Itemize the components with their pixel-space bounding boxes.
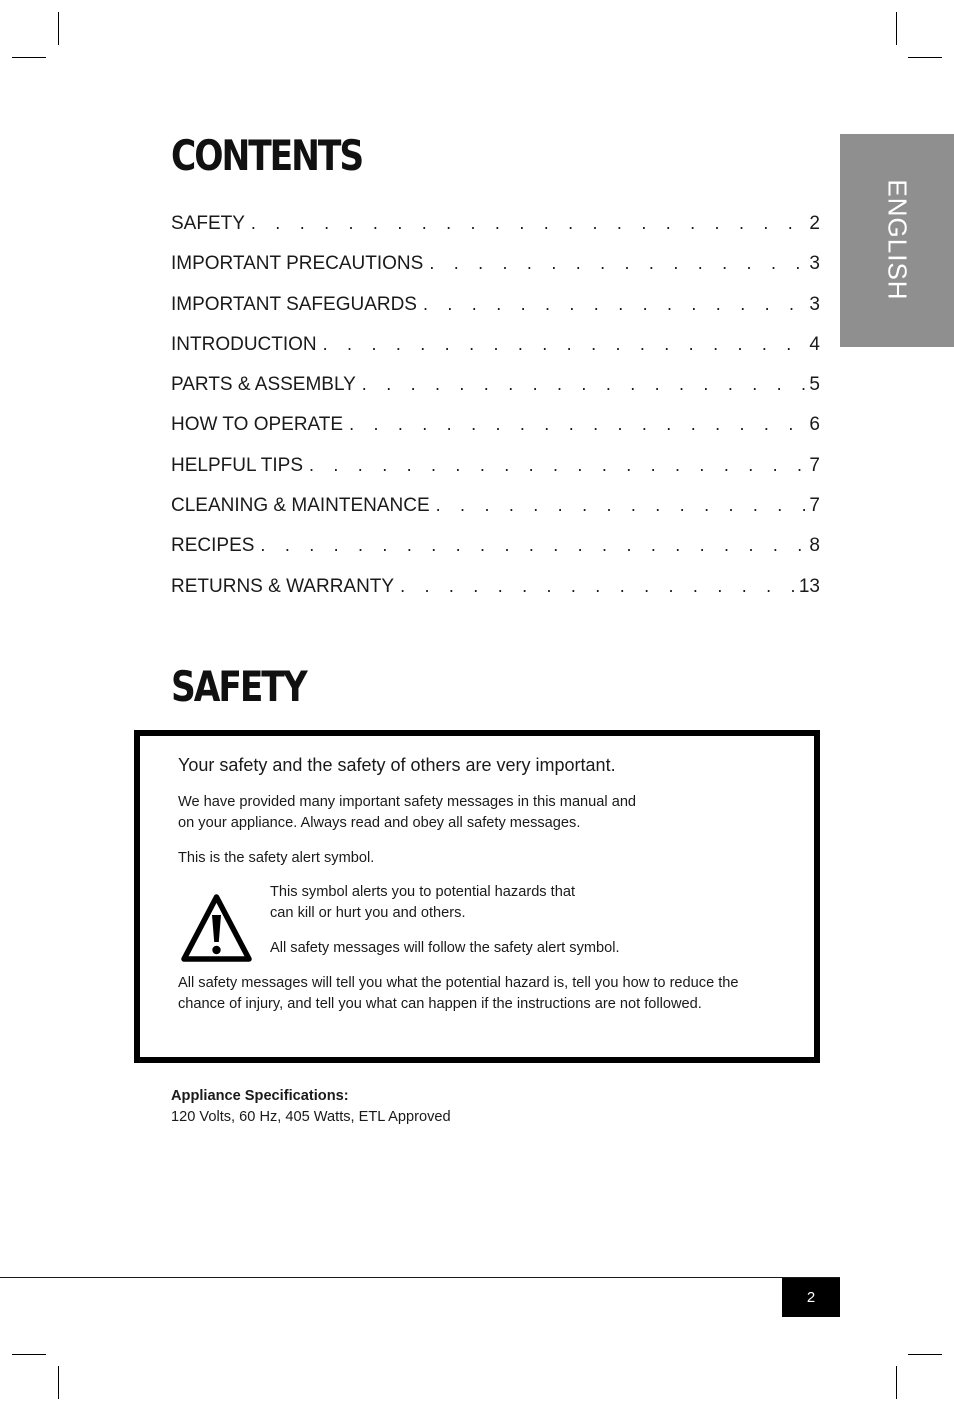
toc-entry[interactable] — [171, 414, 820, 454]
text-line: All safety messages will tell you what the potential hazard is, tell you how to reduce the — [178, 975, 739, 991]
toc-entry-label: SAFETY — [171, 213, 245, 234]
toc-entry-page: 4 — [809, 333, 820, 355]
appliance-specifications — [171, 1086, 451, 1127]
toc-entry-label: IMPORTANT PRECAUTIONS — [171, 253, 424, 275]
toc-entry-label: INTRODUCTION — [171, 333, 317, 355]
toc-entry[interactable] — [171, 495, 820, 535]
crop-mark — [908, 57, 942, 58]
toc-entry-page: 3 — [809, 253, 820, 275]
table-of-contents — [171, 213, 820, 616]
safety-messages-paragraph — [178, 792, 636, 833]
toc-leader-dots — [260, 535, 805, 556]
toc-leader-dots — [323, 334, 806, 355]
text-line: chance of injury, and tell you what can happen if the instructions are not followed. — [178, 995, 702, 1012]
text-line: This symbol alerts you to potential hazards that — [270, 884, 576, 900]
text-line: on your appliance. Always read and obey all safety messages. — [178, 814, 581, 831]
crop-mark — [12, 57, 46, 58]
toc-entry[interactable] — [171, 213, 820, 253]
toc-entry-page: 6 — [809, 414, 820, 436]
toc-entry-label: CLEANING & MAINTENANCE — [171, 495, 430, 517]
toc-entry[interactable] — [171, 576, 820, 616]
language-tab-label: ENGLISH — [882, 179, 913, 301]
text-line: can kill or hurt you and others. — [270, 904, 466, 921]
toc-entry-page: 7 — [809, 495, 820, 517]
toc-entry-page: 13 — [798, 575, 820, 597]
toc-leader-dots — [362, 374, 806, 395]
toc-entry-label: IMPORTANT SAFEGUARDS — [171, 293, 417, 315]
toc-entry-label: HOW TO OPERATE — [171, 414, 344, 436]
toc-entry-page: 5 — [809, 374, 820, 396]
toc-entry-page: 8 — [809, 535, 820, 557]
toc-entry-page: 7 — [809, 454, 820, 476]
toc-entry[interactable] — [171, 334, 820, 374]
specs-value: 120 Volts, 60 Hz, 405 Watts, ETL Approved — [171, 1108, 451, 1125]
crop-mark — [12, 1354, 46, 1355]
text-line: We have provided many important safety messages in this manual and — [178, 794, 637, 810]
language-tab — [840, 134, 954, 347]
footer-divider — [0, 1277, 840, 1278]
safety-lead-text: Your safety and the safety of others are very important. — [178, 755, 616, 775]
safety-heading: SAFETY — [171, 662, 306, 711]
toc-leader-dots — [400, 576, 795, 597]
toc-entry-label: RECIPES — [171, 535, 255, 557]
safety-notice-box — [134, 730, 820, 1063]
safety-symbol-description — [270, 882, 575, 923]
toc-entry[interactable] — [171, 374, 820, 414]
safety-symbol-intro: This is the safety alert symbol. — [178, 850, 375, 866]
crop-mark — [896, 12, 897, 45]
toc-leader-dots — [429, 253, 805, 274]
toc-entry-label: PARTS & ASSEMBLY — [171, 374, 356, 396]
warning-triangle-icon — [180, 892, 253, 964]
toc-leader-dots — [423, 294, 805, 315]
toc-leader-dots — [251, 213, 806, 234]
toc-entry[interactable] — [171, 294, 820, 334]
toc-entry[interactable] — [171, 535, 820, 575]
crop-mark — [908, 1354, 942, 1355]
crop-mark — [58, 12, 59, 45]
toc-leader-dots — [349, 414, 805, 435]
toc-entry[interactable] — [171, 455, 820, 495]
toc-entry-page: 3 — [809, 293, 820, 315]
contents-heading: CONTENTS — [171, 131, 363, 180]
page-number: 2 — [782, 1278, 840, 1317]
specs-label: Appliance Specifications: — [171, 1088, 349, 1104]
safety-symbol-follow-note: All safety messages will follow the safety alert symbol. — [270, 940, 620, 956]
toc-entry-label: RETURNS & WARRANTY — [171, 575, 395, 597]
crop-mark — [58, 1366, 59, 1399]
crop-mark — [896, 1366, 897, 1399]
toc-leader-dots — [436, 495, 806, 516]
safety-hazard-paragraph — [178, 973, 739, 1014]
toc-entry-label: HELPFUL TIPS — [171, 454, 303, 476]
toc-entry[interactable] — [171, 253, 820, 293]
toc-entry-page: 2 — [809, 213, 820, 234]
toc-leader-dots — [309, 455, 805, 476]
